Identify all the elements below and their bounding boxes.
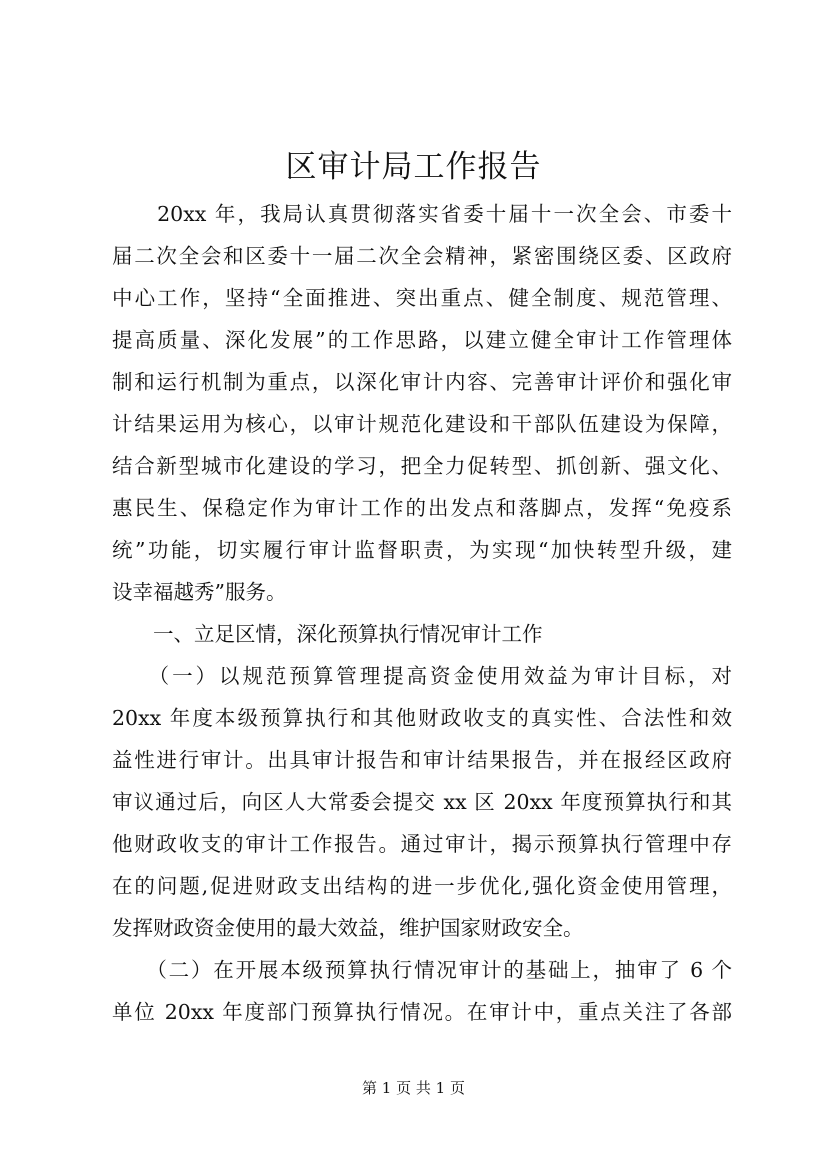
body-line: 益性进行审计。出具审计报告和审计结果报告，并在报经区政府 [112, 748, 732, 772]
body-line: （一）以规范预算管理提高资金使用效益为审计目标，对 [112, 664, 732, 688]
body-line: 审议通过后，向区人大常委会提交 xx 区 20xx 年度预算执行和其 [112, 790, 732, 814]
body-line: （二）在开展本级预算执行情况审计的基础上，抽审了 6 个 [112, 958, 732, 982]
body-line: 计结果运用为核心，以审计规范化建设和干部队伍建设为保障， [112, 412, 732, 436]
body-line: 制和运行机制为重点，以深化审计内容、完善审计评价和强化审 [112, 370, 732, 394]
body-line: 设幸福越秀”服务。 [112, 580, 287, 604]
body-line: 他财政收支的审计工作报告。通过审计，揭示预算执行管理中存 [112, 832, 732, 856]
body-line: 届二次全会和区委十一届二次全会精神，紧密围绕区委、区政府 [112, 244, 732, 268]
body-line: 中心工作，坚持“全面推进、突出重点、健全制度、规范管理、 [112, 286, 732, 310]
body-line: 20xx 年度本级预算执行和其他财政收支的真实性、合法性和效 [112, 706, 732, 730]
document-title: 区审计局工作报告 [285, 149, 542, 185]
section-heading: 一、立足区情，深化预算执行情况审计工作 [112, 622, 543, 646]
body-line: 发挥财政资金使用的最大效益，维护国家财政安全。 [112, 916, 584, 940]
body-line: 单位 20xx 年度部门预算执行情况。在审计中，重点关注了各部 [112, 1000, 732, 1024]
body-line: 统”功能，切实履行审计监督职责，为实现“加快转型升级，建 [112, 538, 732, 562]
body-line: 在的问题,促进财政支出结构的进一步优化,强化资金使用管理， [112, 874, 732, 898]
page-footer: 第 1 页 共 1 页 [362, 1079, 465, 1097]
body-line: 20xx 年，我局认真贯彻落实省委十届十一次全会、市委十 [112, 202, 732, 226]
body-line: 提高质量、深化发展”的工作思路，以建立健全审计工作管理体 [112, 328, 732, 352]
body-line: 惠民生、保稳定作为审计工作的出发点和落脚点，发挥“免疫系 [112, 496, 732, 520]
body-line: 结合新型城市化建设的学习，把全力促转型、抓创新、强文化、 [112, 454, 732, 478]
